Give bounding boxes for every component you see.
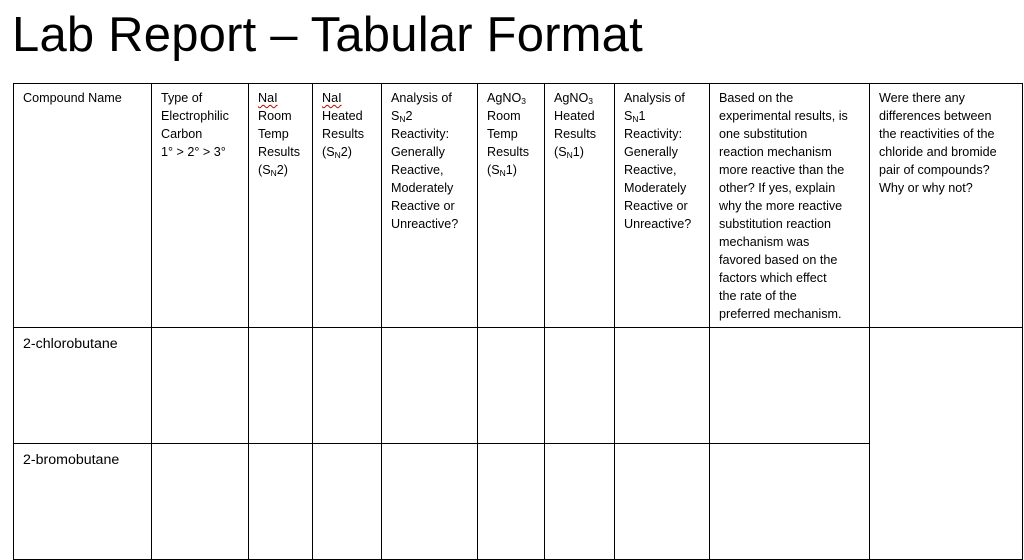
mechanism-label: $S_N2$ — [391, 109, 413, 124]
mechanism-label: $(S_N2)$ — [322, 145, 352, 160]
reagent-label: AgNO$_3$ — [487, 91, 527, 106]
empty-cell[interactable] — [313, 444, 382, 560]
mechanism-label: $(S_N1)$ — [487, 163, 517, 178]
header-analysis-sn1: Analysis of $S_N1$ Reactivity: Generally Reactive, Moderately Reactive or Unreactive? — [615, 84, 710, 328]
header-nai-heated: NaI Heated Results $(S_N2)$ — [313, 84, 382, 328]
reagent-label: AgNO$_3$ — [554, 91, 594, 106]
empty-cell[interactable] — [478, 444, 545, 560]
header-type-of-carbon: Type of Electrophilic Carbon 1° > 2° > 3° — [152, 84, 249, 328]
header-compound-name: Compound Name — [14, 84, 152, 328]
empty-cell[interactable] — [152, 444, 249, 560]
header-analysis-sn2: Analysis of $S_N2$ Reactivity: Generally Reactive, Moderately Reactive or Unreactive? — [382, 84, 478, 328]
header-mechanism-comparison: Based on the experimental results, is one substitution reaction mechanism more reactive than the other? If yes, explain why the more reactive substitution reaction mechanism was favored based on the factors which effect the rate of the preferred mechanism. — [710, 84, 870, 328]
header-halide-differences: Were there any differences between the reactivities of the chloride and bromide pair of compounds? Why or why not? — [870, 84, 1023, 328]
empty-cell[interactable] — [152, 328, 249, 444]
lab-report-table — [13, 83, 1023, 560]
mechanism-label: $(S_N1)$ — [554, 145, 584, 160]
empty-cell[interactable] — [249, 444, 313, 560]
empty-cell[interactable] — [545, 328, 615, 444]
empty-cell[interactable] — [478, 328, 545, 444]
header-row — [14, 84, 1023, 328]
header-agno3-room-temp: AgNO$_3$ Room Temp Results $(S_N1)$ — [478, 84, 545, 328]
table-row — [14, 328, 1023, 444]
empty-cell[interactable] — [313, 328, 382, 444]
mechanism-label: $(S_N2)$ — [258, 163, 288, 178]
empty-cell[interactable] — [545, 444, 615, 560]
merged-differences-cell[interactable] — [870, 328, 1023, 560]
header-nai-room-temp: NaI Room Temp Results $(S_N2)$ — [249, 84, 313, 328]
header-agno3-heated: AgNO$_3$ Heated Results $(S_N1)$ — [545, 84, 615, 328]
mechanism-label: $S_N1$ — [624, 109, 646, 124]
empty-cell[interactable] — [710, 328, 870, 444]
empty-cell[interactable] — [615, 328, 710, 444]
empty-cell[interactable] — [615, 444, 710, 560]
empty-cell[interactable] — [710, 444, 870, 560]
page-title: Lab Report – Tabular Format — [12, 8, 643, 62]
empty-cell[interactable] — [382, 328, 478, 444]
compound-cell: 2-bromobutane — [14, 444, 152, 560]
empty-cell[interactable] — [382, 444, 478, 560]
empty-cell[interactable] — [249, 328, 313, 444]
compound-cell: 2-chlorobutane — [14, 328, 152, 444]
